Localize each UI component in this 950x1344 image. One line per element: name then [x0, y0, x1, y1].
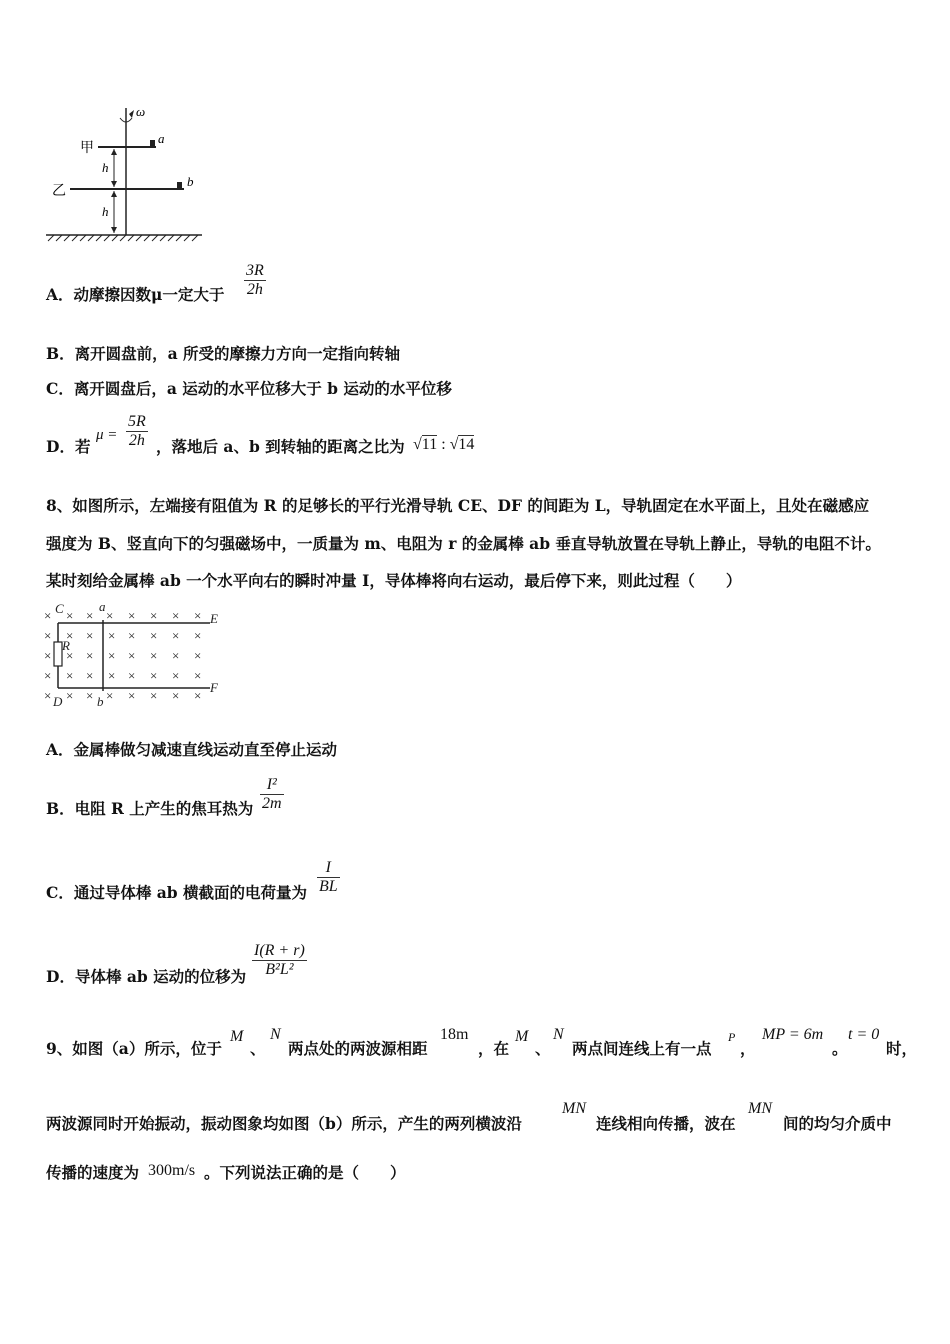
q7-option-a-fraction: $\frac{3R}{2h}$	[246, 262, 264, 298]
q8-option-c-fraction: $\frac{I}{BL}$	[319, 859, 338, 895]
svg-text:×: ×	[44, 628, 52, 643]
q8-option-c: C．通过导体棒 ab 横截面的电荷量为	[46, 883, 308, 902]
svg-text:×: ×	[128, 648, 136, 663]
q9-point-n-2: N	[553, 1026, 564, 1043]
q7-option-c: C．离开圆盘后，a 运动的水平位移大于 b 运动的水平位移	[46, 379, 452, 398]
height-label-upper: h	[102, 160, 109, 175]
block-a	[150, 140, 155, 146]
q9-point-m: M	[230, 1028, 244, 1045]
rotating-disc-figure	[40, 100, 220, 245]
svg-text:×: ×	[150, 688, 158, 703]
q8-stem-line-3: 某时刻给金属棒 ab 一个水平向右的瞬时冲量 I，导体棒将向右运动，最后停下来，则此过程（ ）	[46, 571, 742, 590]
disc-jia-label: 甲	[80, 141, 94, 156]
disc-yi-label: 乙	[52, 184, 66, 199]
svg-text:×: ×	[44, 668, 52, 683]
svg-text:×: ×	[44, 608, 52, 623]
q7-option-d-fraction: $\frac{5R}{2h}$	[128, 413, 146, 449]
q9-line-1-part-a: 9、如图（a）所示，位于	[46, 1039, 222, 1058]
resistor-r-label: R	[62, 638, 70, 653]
q9-line-mn-2: MN	[748, 1100, 772, 1117]
svg-text:×: ×	[194, 668, 202, 683]
svg-text:×: ×	[194, 608, 202, 623]
omega-label: ω	[136, 104, 146, 119]
svg-text:×: ×	[66, 668, 74, 683]
svg-text:×: ×	[66, 628, 74, 643]
q9-point-n: N	[270, 1026, 281, 1043]
svg-text:×: ×	[172, 668, 180, 683]
svg-text:×: ×	[86, 628, 94, 643]
svg-text:×: ×	[108, 628, 116, 643]
svg-text:×: ×	[66, 608, 74, 623]
svg-text:×: ×	[172, 648, 180, 663]
q9-line-3-part-a: 传播的速度为	[46, 1163, 140, 1182]
point-d-label: D	[53, 694, 63, 709]
q9-line-1-part-b: 两点处的两波源相距	[288, 1039, 428, 1058]
block-b-label: b	[187, 174, 194, 189]
q7-option-a: A．动摩擦因数μ一定大于	[46, 285, 225, 304]
q8-option-d: D．导体棒 ab 运动的位移为	[46, 967, 247, 986]
q9-line-2-part-a: 两波源同时开始振动，振动图象均如图（b）所示，产生的两列横波沿	[46, 1114, 522, 1133]
svg-text:×: ×	[150, 628, 158, 643]
svg-text:×: ×	[66, 648, 74, 663]
height-label-lower: h	[102, 204, 109, 219]
svg-text:×: ×	[194, 648, 202, 663]
q9-time-zero: t = 0	[848, 1026, 880, 1043]
point-f-label: F	[210, 680, 218, 695]
svg-text:×: ×	[66, 688, 74, 703]
q9-separator-1: 、	[250, 1039, 266, 1058]
point-e-label: E	[210, 611, 218, 626]
point-b-label: b	[97, 694, 104, 709]
svg-text:×: ×	[194, 628, 202, 643]
q7-option-d-ratio: √11 : √14	[413, 436, 475, 453]
q9-mp-distance: MP = 6m	[762, 1026, 824, 1043]
svg-text:×: ×	[44, 648, 52, 663]
svg-text:×: ×	[150, 648, 158, 663]
q7-option-d-prefix: D．若	[46, 437, 91, 456]
svg-text:×: ×	[106, 608, 114, 623]
svg-text:×: ×	[86, 648, 94, 663]
q9-distance: 18m	[440, 1026, 469, 1043]
q7-option-d-mu: μ =	[96, 427, 118, 443]
q8-option-b-fraction: $\frac{\text{I²}}{2m}$	[262, 776, 282, 812]
svg-text:×: ×	[106, 688, 114, 703]
q8-stem-line-2: 强度为 B、竖直向下的匀强磁场中，一质量为 m、电阻为 r 的金属棒 ab 垂直导轨放置在导轨上静止，导轨的电阻不计。	[46, 534, 881, 553]
q9-line-mn: MN	[562, 1100, 586, 1117]
svg-text:×: ×	[44, 688, 52, 703]
q9-line-2-part-b: 连线相向传播，波在	[596, 1114, 736, 1133]
q9-wave-speed: 300m/s	[148, 1162, 196, 1179]
block-b	[177, 182, 182, 188]
q9-line-1-part-e: 时，	[886, 1039, 918, 1058]
q9-line-1-part-d: 两点间连线上有一点	[572, 1039, 712, 1058]
q9-line-3-part-b: 。下列说法正确的是（ ）	[204, 1163, 406, 1182]
resistor-r	[54, 642, 62, 666]
q7-option-b: B．离开圆盘前，a 所受的摩擦力方向一定指向转轴	[46, 344, 401, 363]
svg-text:×: ×	[86, 608, 94, 623]
point-a-label: a	[99, 599, 106, 614]
svg-text:×: ×	[128, 668, 136, 683]
q9-point-p: P	[728, 1030, 736, 1044]
svg-text:×: ×	[172, 608, 180, 623]
svg-text:×: ×	[150, 668, 158, 683]
q8-option-a: A．金属棒做匀减速直线运动直至停止运动	[46, 740, 338, 759]
svg-text:×: ×	[150, 608, 158, 623]
svg-text:×: ×	[194, 688, 202, 703]
svg-text:×: ×	[172, 688, 180, 703]
q9-separator-2: 、	[535, 1039, 551, 1058]
block-a-label: a	[158, 131, 165, 146]
svg-text:×: ×	[172, 628, 180, 643]
q9-line-2-part-c: 间的均匀介质中	[783, 1114, 892, 1133]
q9-point-m-2: M	[515, 1028, 529, 1045]
q9-separator-3: ，	[740, 1039, 756, 1058]
svg-text:×: ×	[108, 648, 116, 663]
q8-option-b: B．电阻 R 上产生的焦耳热为	[46, 799, 254, 818]
point-c-label: C	[55, 601, 64, 616]
svg-text:×: ×	[128, 628, 136, 643]
q9-line-1-part-c: ，在	[478, 1039, 510, 1058]
svg-text:×: ×	[86, 668, 94, 683]
svg-text:×: ×	[128, 608, 136, 623]
svg-text:×: ×	[128, 688, 136, 703]
q8-option-d-fraction: $\frac{I(R + r)}{\text{B²L²}}$	[254, 942, 305, 978]
q9-separator-4: 。	[832, 1039, 848, 1058]
svg-text:×: ×	[86, 688, 94, 703]
svg-text:×: ×	[108, 668, 116, 683]
q8-stem-line-1: 8、如图所示，左端接有阻值为 R 的足够长的平行光滑导轨 CE、DF 的间距为 L，导轨固定在水平面上，且处在磁感应	[46, 496, 870, 515]
rail-magnetic-field-figure	[40, 598, 230, 713]
q7-option-d-middle: ，落地后 a、b 到转轴的距离之比为	[156, 437, 405, 456]
